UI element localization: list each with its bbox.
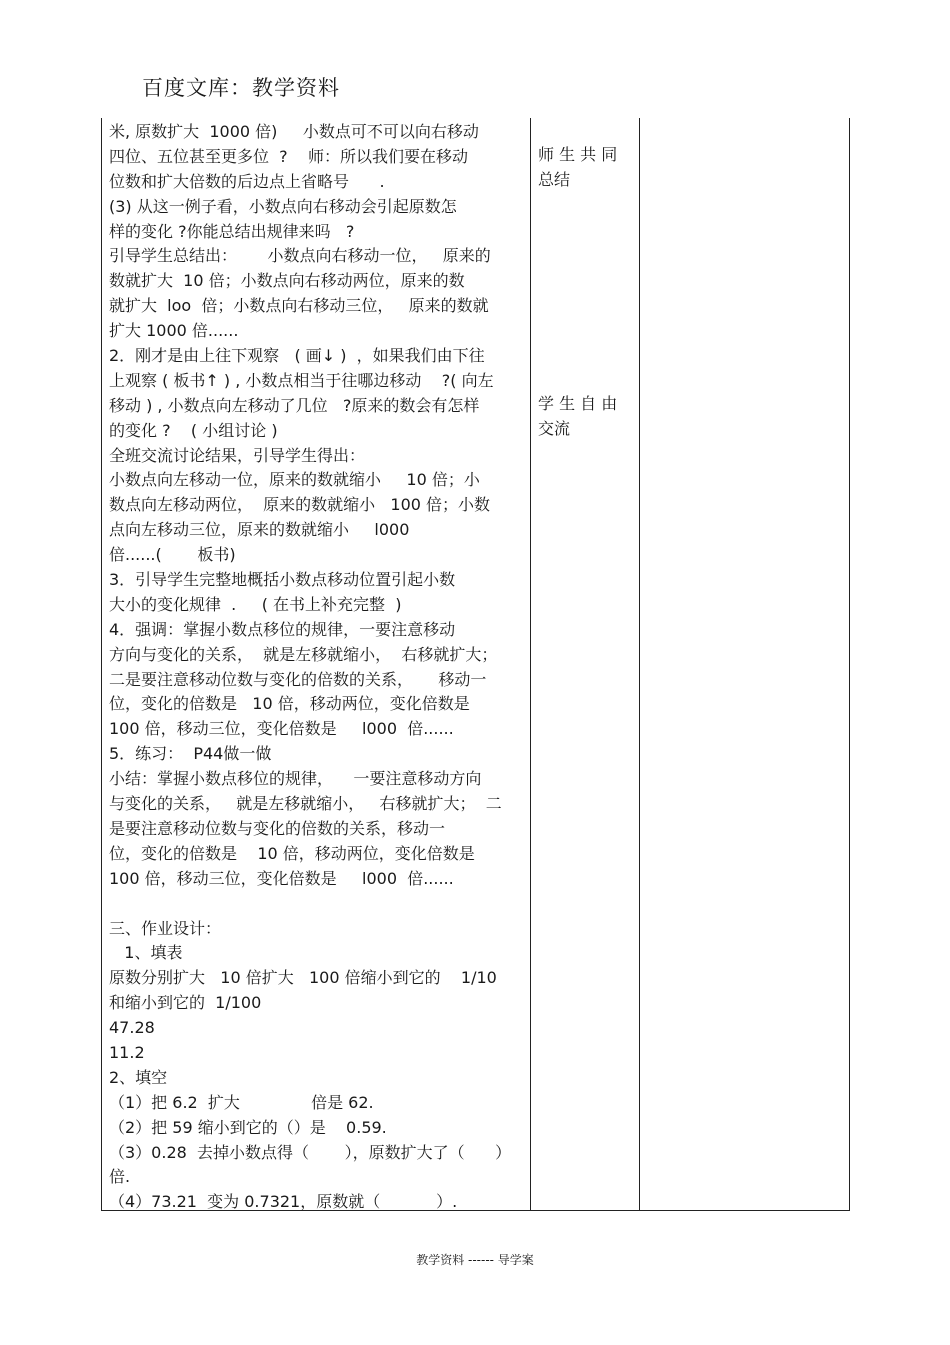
note-line: 总结 xyxy=(538,170,571,189)
text-line: 位，变化的倍数是 10 倍，移动两位，变化倍数是 xyxy=(109,843,475,863)
text-line: （4）73.21 变为 0.7321，原数就（ ）. xyxy=(109,1192,458,1212)
note-line: 师 生 共 同 xyxy=(538,145,618,164)
text-line: 样的变化 ?你能总结出规律来吗 ? xyxy=(109,221,355,241)
text-line: 三、作业设计： xyxy=(109,918,222,938)
lesson-plan-table xyxy=(101,118,850,1211)
text-line: 2、填空 xyxy=(109,1067,168,1087)
text-line: 11.2 xyxy=(109,1042,145,1062)
text-line: （3）0.28 去掉小数点得（ ），原数扩大了（ ） xyxy=(109,1142,512,1162)
table-divider-2 xyxy=(639,118,640,1210)
text-line: 就扩大 loo 倍；小数点向右移动三位， 原来的数就 xyxy=(109,296,489,316)
text-line: 米, 原数扩大 1000 倍) 小数点可不可以向右移动 xyxy=(109,122,479,141)
note-line: 学 生 自 由 xyxy=(538,394,618,413)
text-line: 位，变化的倍数是 10 倍，移动两位，变化倍数是 xyxy=(109,694,470,714)
teaching-process-column xyxy=(109,120,527,1215)
text-line: 5．练习： P44做一做 xyxy=(109,744,272,764)
text-line: 二是要注意移动位数与变化的倍数的关系， 移动一 xyxy=(109,669,487,689)
text-line: 方向与变化的关系， 就是左移就缩小， 右移就扩大； xyxy=(109,644,498,664)
teacher-student-note xyxy=(538,142,638,192)
text-line: 47.28 xyxy=(109,1018,155,1038)
note-line: 交流 xyxy=(538,419,571,438)
text-line: 数点向左移动两位， 原来的数就缩小 100 倍；小数 xyxy=(109,495,491,515)
text-line xyxy=(109,892,527,917)
student-discussion-note xyxy=(538,391,638,441)
text-line: 大小的变化规律 . ( 在书上补充完整 ) xyxy=(109,594,402,614)
text-line: 倍......( 板书) xyxy=(109,545,236,565)
text-line: 2．刚才是由上往下观察 ( 画↓ ) ，如果我们由下往 xyxy=(109,346,485,366)
text-line: 位数和扩大倍数的后边点上省略号 . xyxy=(109,171,385,191)
text-line: 数就扩大 10 倍；小数点向右移动两位，原来的数 xyxy=(109,271,465,291)
table-divider-1 xyxy=(530,118,531,1210)
text-line: 四位、五位甚至更多位 ? 师：所以我们要在移动 xyxy=(109,146,469,166)
text-line: 4．强调：掌握小数点移位的规律，一要注意移动 xyxy=(109,619,456,639)
text-line: 100 倍，移动三位，变化倍数是 l000 倍...... xyxy=(109,868,454,888)
text-line: 倍. xyxy=(109,1167,131,1187)
text-line: 1、填表 xyxy=(109,943,183,963)
text-line: 3．引导学生完整地概括小数点移动位置引起小数 xyxy=(109,570,456,590)
text-line: 原数分别扩大 10 倍扩大 100 倍缩小到它的 1/10 xyxy=(109,968,497,988)
page-header-title: 百度文库：教学资料 xyxy=(142,76,340,100)
text-line: 上观察 ( 板书↑ ) , 小数点相当于往哪边移动 ?( 向左 xyxy=(109,370,494,390)
text-line: 和缩小到它的 1/100 xyxy=(109,993,262,1013)
text-line: 小结：掌握小数点移位的规律， 一要注意移动方向 xyxy=(109,769,482,789)
text-line: 点向左移动三位，原来的数就缩小 l000 xyxy=(109,520,410,540)
text-line: 扩大 1000 倍...... xyxy=(109,321,239,341)
text-line: (3) 从这一例子看，小数点向右移动会引起原数怎 xyxy=(109,196,457,216)
text-line: 100 倍，移动三位，变化倍数是 l000 倍...... xyxy=(109,719,454,739)
text-line: 是要注意移动位数与变化的倍数的关系，移动一 xyxy=(109,818,446,838)
text-line: 引导学生总结出： 小数点向右移动一位， 原来的 xyxy=(109,246,491,266)
text-line: （1）把 6.2 扩大 倍是 62. xyxy=(109,1092,374,1112)
text-line: 与变化的关系， 就是左移就缩小， 右移就扩大； 二 xyxy=(109,794,502,814)
page-footer: 教学资料 ------ 导学案 xyxy=(416,1253,534,1267)
text-line: 全班交流讨论结果，引导学生得出： xyxy=(109,445,366,465)
text-line: （2）把 59 缩小到它的（）是 0.59. xyxy=(109,1117,387,1137)
text-line: 的变化 ? ( 小组讨论 ) xyxy=(109,420,278,440)
text-line: 移动 ) , 小数点向左移动了几位 ?原来的数会有怎样 xyxy=(109,395,480,415)
text-line: 小数点向左移动一位，原来的数就缩小 10 倍；小 xyxy=(109,470,480,490)
